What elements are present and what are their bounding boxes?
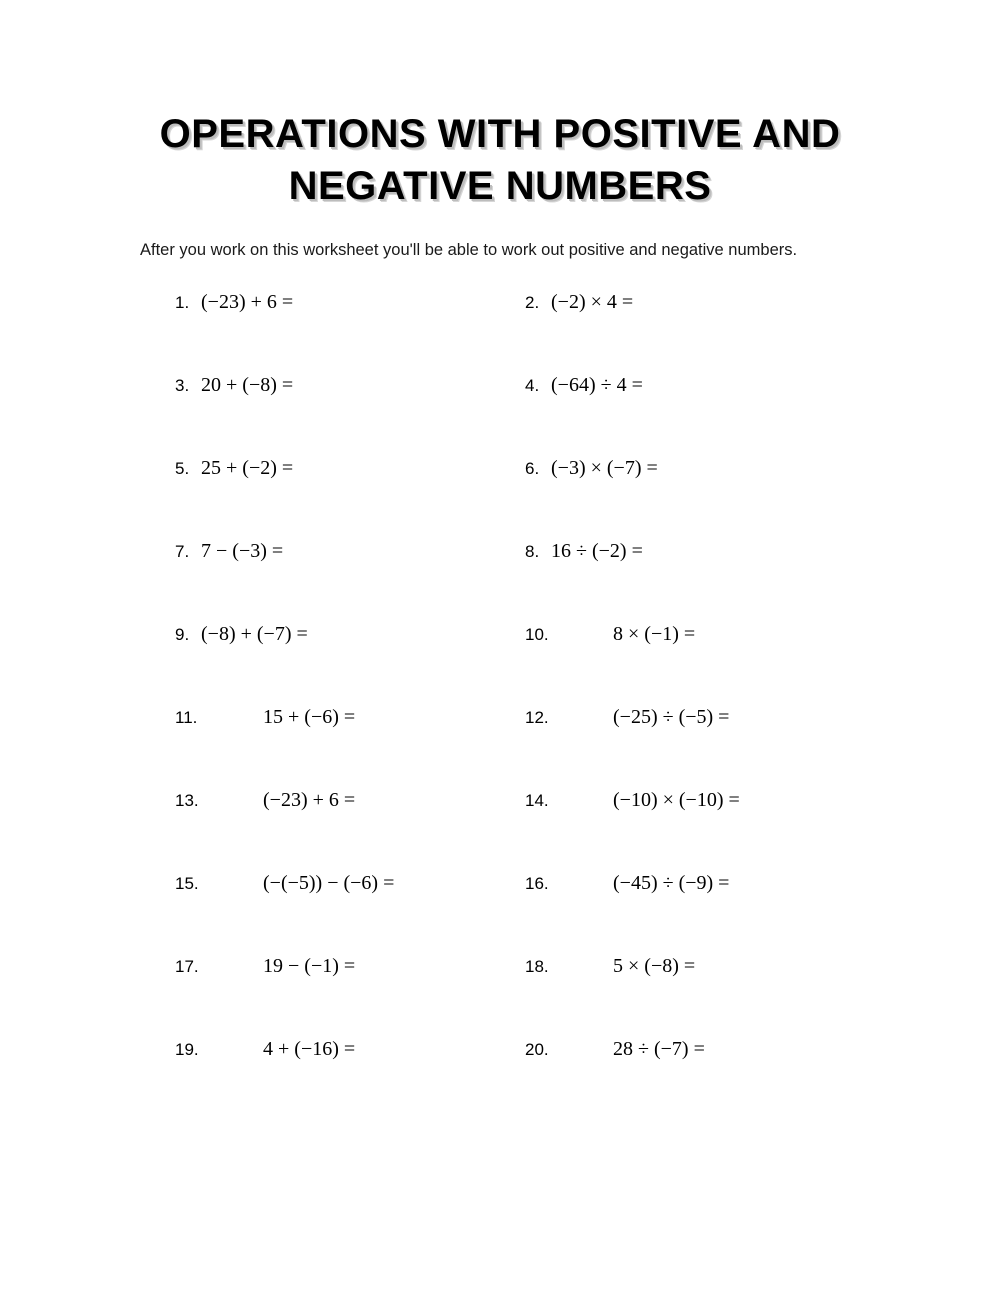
problem-number: 8. xyxy=(525,542,540,561)
problem-expression: 8 × (−1) = xyxy=(613,623,696,645)
problem-number: 7. xyxy=(175,542,190,561)
problem-expression: (−25) ÷ (−5) = xyxy=(613,706,730,728)
page-title: OPERATIONS WITH POSITIVE AND NEGATIVE NUMBERS xyxy=(159,112,841,208)
problem-item-1 xyxy=(140,291,525,314)
problem-row xyxy=(140,872,940,955)
problem-item-12 xyxy=(525,706,925,729)
problem-list xyxy=(0,291,1000,1121)
problem-item-13 xyxy=(140,789,525,812)
problem-row xyxy=(140,955,940,1038)
problem-expression: 4 + (−16) = xyxy=(263,1038,356,1060)
problem-number: 5. xyxy=(175,459,190,478)
problem-expression: (−45) ÷ (−9) = xyxy=(613,872,730,894)
problem-number: 14. xyxy=(525,791,549,810)
problem-row xyxy=(140,789,940,872)
problem-item-14 xyxy=(525,789,925,812)
problem-row xyxy=(140,1038,940,1121)
problem-expression: (−3) × (−7) = xyxy=(551,457,658,479)
problem-expression: 16 ÷ (−2) = xyxy=(551,540,643,562)
problem-row xyxy=(140,623,940,706)
problem-number: 13. xyxy=(175,791,199,810)
problem-number: 16. xyxy=(525,874,549,893)
problem-number: 12. xyxy=(525,708,549,727)
problem-item-7 xyxy=(140,540,525,563)
problem-number: 20. xyxy=(525,1040,549,1059)
problem-row xyxy=(140,374,940,457)
problem-item-8 xyxy=(525,540,925,563)
problem-expression: (−(−5)) − (−6) = xyxy=(263,872,395,894)
problem-item-17 xyxy=(140,955,525,978)
problem-number: 2. xyxy=(525,293,540,312)
problem-number: 11. xyxy=(175,708,198,727)
problem-item-15 xyxy=(140,872,525,895)
problem-item-19 xyxy=(140,1038,525,1061)
problem-item-3 xyxy=(140,374,525,397)
problem-number: 9. xyxy=(175,625,190,644)
problem-number: 6. xyxy=(525,459,540,478)
problem-expression: (−23) + 6 = xyxy=(263,789,356,811)
problem-number: 4. xyxy=(525,376,540,395)
problem-expression: 15 + (−6) = xyxy=(263,706,356,728)
problem-number: 1. xyxy=(175,293,190,312)
problem-expression: (−2) × 4 = xyxy=(551,291,634,313)
problem-expression: 19 − (−1) = xyxy=(263,955,356,977)
problem-item-9 xyxy=(140,623,525,646)
problem-item-10 xyxy=(525,623,925,646)
problem-expression: 25 + (−2) = xyxy=(201,457,294,479)
problem-expression: 28 ÷ (−7) = xyxy=(613,1038,705,1060)
problem-item-20 xyxy=(525,1038,925,1061)
problem-expression: 20 + (−8) = xyxy=(201,374,294,396)
problem-item-16 xyxy=(525,872,925,895)
problem-row xyxy=(140,457,940,540)
problem-number: 15. xyxy=(175,874,199,893)
problem-number: 3. xyxy=(175,376,190,395)
problem-number: 19. xyxy=(175,1040,199,1059)
problem-expression: 7 − (−3) = xyxy=(201,540,284,562)
problem-item-18 xyxy=(525,955,925,978)
problem-number: 18. xyxy=(525,957,549,976)
problem-expression: 5 × (−8) = xyxy=(613,955,696,977)
problem-item-6 xyxy=(525,457,925,480)
problem-item-4 xyxy=(525,374,925,397)
problem-expression: (−64) ÷ 4 = xyxy=(551,374,643,396)
problem-item-11 xyxy=(140,706,525,729)
problem-expression: (−23) + 6 = xyxy=(201,291,294,313)
problem-expression: (−8) + (−7) = xyxy=(201,623,308,645)
problem-item-2 xyxy=(525,291,925,314)
problem-row xyxy=(140,540,940,623)
problem-row xyxy=(140,291,940,374)
problem-number: 17. xyxy=(175,957,199,976)
problem-number: 10. xyxy=(525,625,549,644)
intro-text: After you work on this worksheet you'll be able to work out positive and negative numbers. xyxy=(140,241,798,259)
problem-item-5 xyxy=(140,457,525,480)
problem-expression: (−10) × (−10) = xyxy=(613,789,740,811)
problem-row xyxy=(140,706,940,789)
